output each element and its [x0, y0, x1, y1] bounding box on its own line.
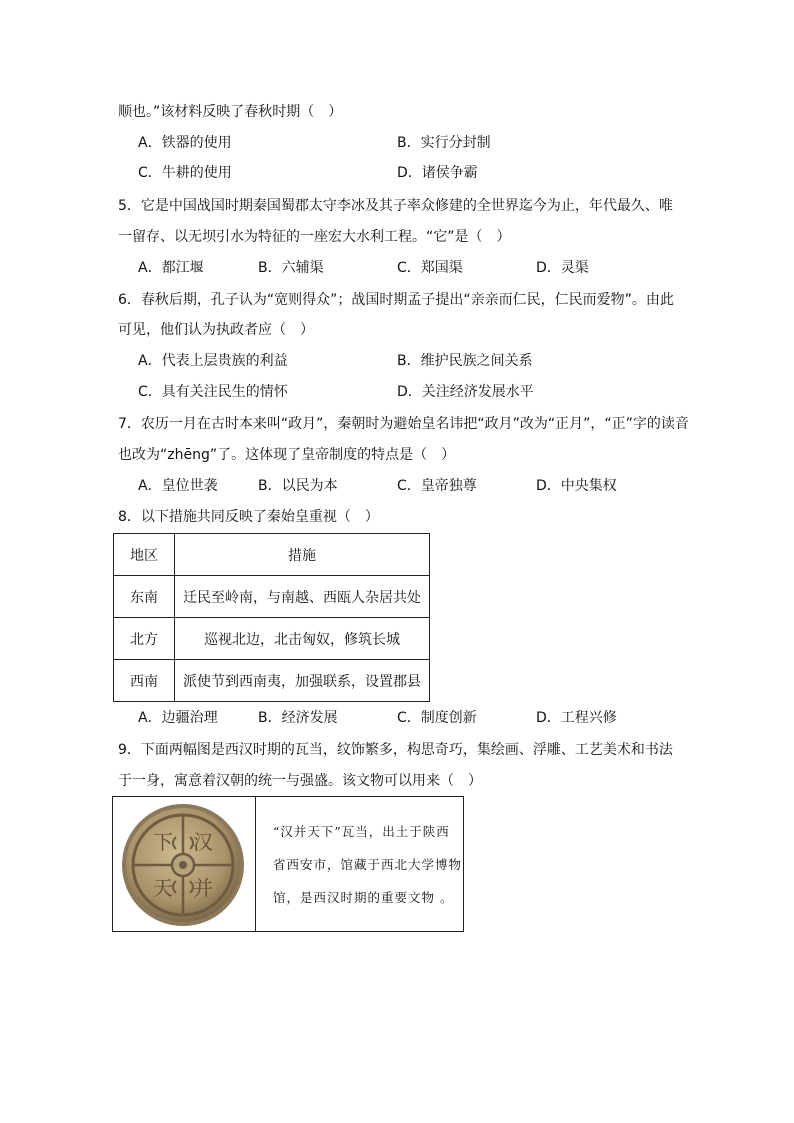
question-9-line-2: 于一身，寓意着汉朝的统一与强盛。该文物可以用来（ ） — [118, 773, 482, 789]
table-cell-region: 东南 — [114, 576, 175, 618]
question-4-tail: 顺也。”该材料反映了春秋时期（ ） — [118, 104, 343, 120]
table-row — [114, 618, 430, 660]
q4-option-b[interactable]: B．实行分封制 — [397, 135, 491, 151]
wadang-char-tian: 天 — [153, 876, 173, 900]
q8-option-b[interactable]: B．经济发展 — [258, 710, 338, 726]
q7-option-d[interactable]: D．中央集权 — [536, 478, 617, 494]
question-5-line-1: 5．它是中国战国时期秦国蜀郡太守李冰及其子率众修建的全世界迄今为止，年代最久、唯 — [118, 198, 673, 214]
q5-option-b[interactable]: B．六辅渠 — [258, 260, 324, 276]
q4-option-c[interactable]: C．牛耕的使用 — [138, 165, 232, 181]
wadang-char-xia: 下 — [153, 830, 173, 854]
question-6-line-1: 6．春秋后期，孔子认为“宽则得众”；战国时期孟子提出“亲亲而仁民，仁民而爱物”。由此 — [118, 292, 674, 308]
q7-option-b[interactable]: B．以民为本 — [258, 478, 338, 494]
q7-option-a[interactable]: A．皇位世袭 — [138, 478, 218, 494]
wadang-tile-image — [113, 797, 255, 931]
q4-option-a[interactable]: A．铁器的使用 — [138, 135, 232, 151]
question-9-line-1: 9．下面两幅图是西汉时期的瓦当，纹饰繁多，构思奇巧，集绘画、浮雕、工艺美术和书法 — [118, 742, 673, 758]
question-5-line-2: 一留存、以无坝引水为特征的一座宏大水利工程。“它”是（ ） — [118, 229, 511, 245]
table-row — [114, 576, 430, 618]
caption-line: “汉并天下”瓦当，出土于陕西 — [273, 824, 450, 839]
wadang-caption — [273, 815, 463, 914]
q8-option-a[interactable]: A．边疆治理 — [138, 710, 218, 726]
q9-figure-box — [112, 796, 464, 932]
q8-measures-table — [113, 533, 430, 702]
q8-option-c[interactable]: C．制度创新 — [397, 710, 477, 726]
wadang-char-han: 汉 — [193, 830, 213, 854]
q7-option-c[interactable]: C．皇帝独尊 — [397, 478, 477, 494]
table-row — [114, 660, 430, 702]
question-7-line-1: 7．农历一月在古时本来叫“政月”，秦朝时为避始皇名讳把“政月”改为“正月”，“正”字的读音 — [118, 416, 689, 432]
wadang-char-bing: 并 — [193, 876, 213, 900]
table-cell-measure: 迁民至岭南，与南越、西瓯人杂居共处 — [175, 576, 430, 618]
question-6-line-2: 可见，他们认为执政者应（ ） — [118, 322, 314, 338]
wadang-image-cell — [113, 797, 256, 931]
q6-option-a[interactable]: A．代表上层贵族的利益 — [138, 353, 288, 369]
table-cell-measure: 派使节到西南夷，加强联系，设置郡县 — [175, 660, 430, 702]
q6-option-d[interactable]: D．关注经济发展水平 — [397, 384, 534, 400]
caption-line: 馆，是西汉时期的重要文物 。 — [273, 890, 454, 905]
table-cell-measure: 巡视北边，北击匈奴，修筑长城 — [175, 618, 430, 660]
question-8-stem: 8．以下措施共同反映了秦始皇重视（ ） — [118, 509, 379, 525]
q4-option-d[interactable]: D．诸侯争霸 — [397, 165, 478, 181]
q8-option-d[interactable]: D．工程兴修 — [536, 710, 617, 726]
table-cell-region: 北方 — [114, 618, 175, 660]
question-7-line-2: 也改为“zhēng”了。这体现了皇帝制度的特点是（ ） — [118, 447, 456, 463]
q5-option-a[interactable]: A．都江堰 — [138, 260, 204, 276]
q5-option-d[interactable]: D．灵渠 — [536, 260, 589, 276]
table-header-region: 地区 — [114, 534, 175, 576]
q5-option-c[interactable]: C．郑国渠 — [397, 260, 463, 276]
q6-option-b[interactable]: B．维护民族之间关系 — [397, 353, 533, 369]
table-cell-region: 西南 — [114, 660, 175, 702]
q6-option-c[interactable]: C．具有关注民生的情怀 — [138, 384, 288, 400]
caption-line: 省西安市，馆藏于西北大学博物 — [273, 857, 463, 872]
table-header-measures: 措施 — [175, 534, 430, 576]
